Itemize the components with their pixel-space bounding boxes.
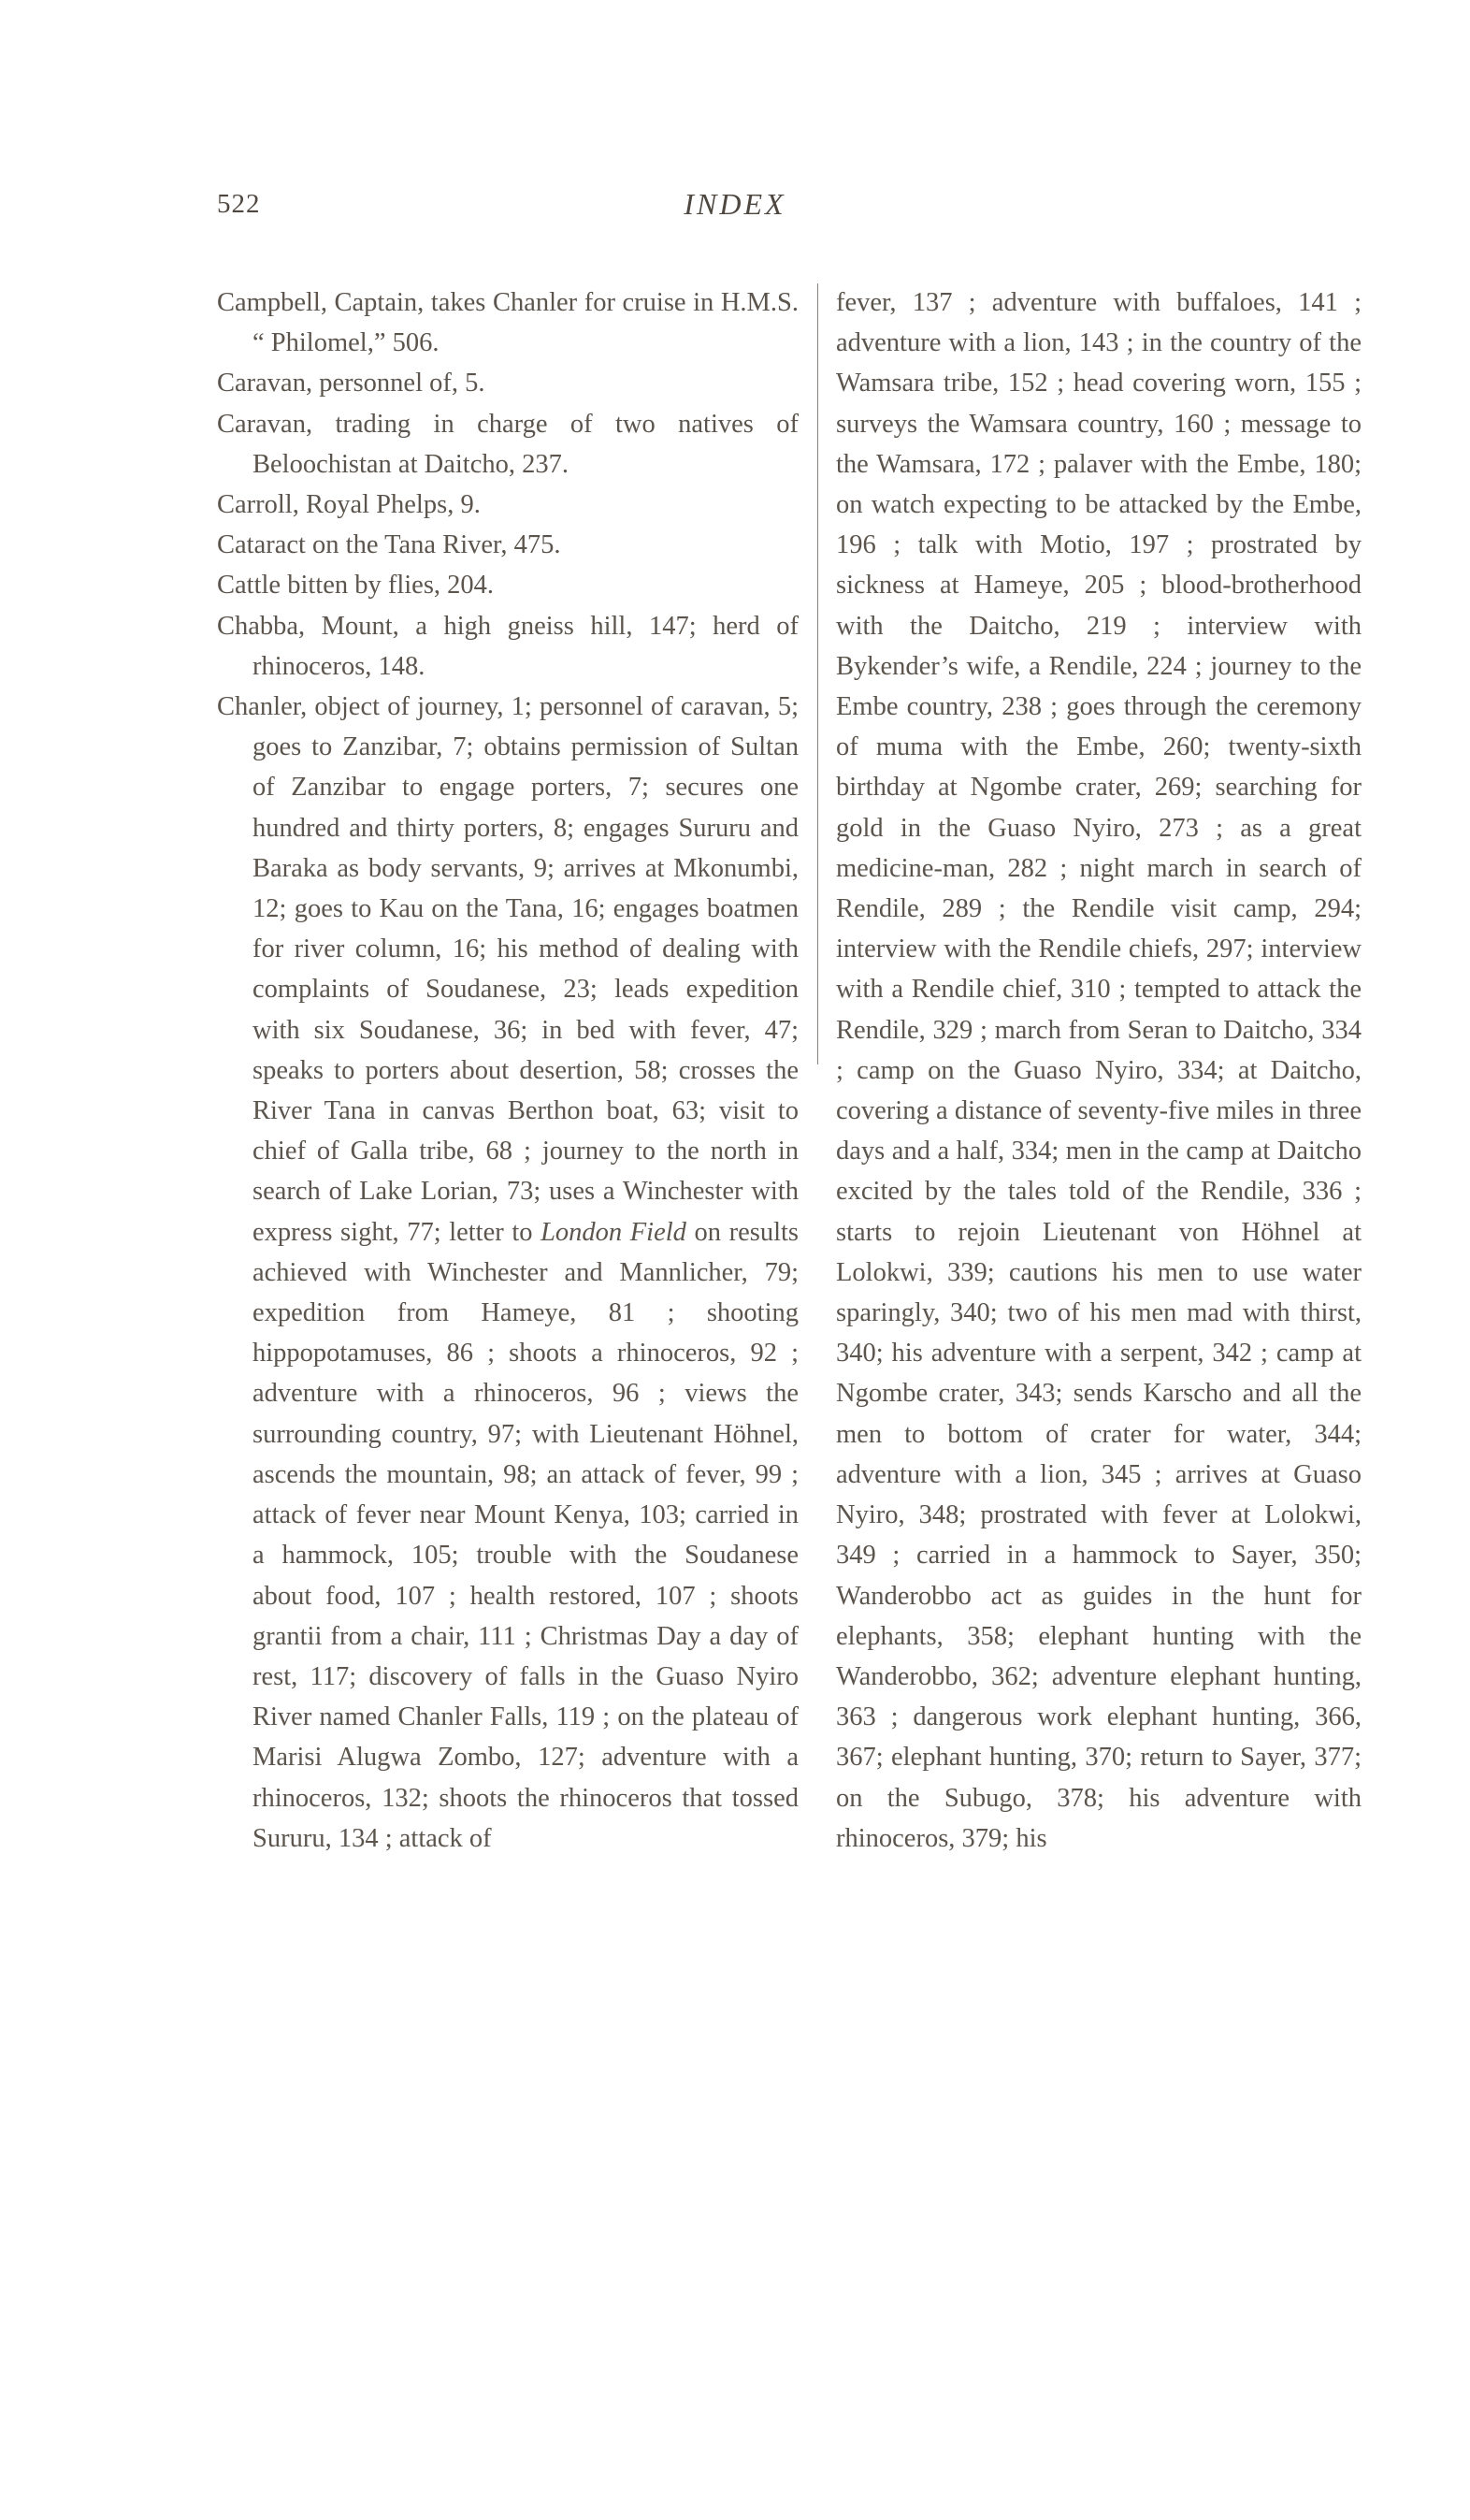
page-number: 522	[217, 189, 261, 219]
index-entry-caravan-trading: Caravan, trading in charge of two natives of Beloochistan at Daitcho, 237.	[217, 409, 799, 479]
chanler-entry-italic-title: London Field	[540, 1217, 686, 1247]
index-entry-chabba: Chabba, Mount, a high gneiss hill, 147; herd of rhinoceros, 148.	[217, 611, 799, 681]
index-column-left	[217, 282, 799, 1859]
index-entry-chanler-continued: fever, 137 ; adventure with buffaloes, 141 ; adventure with a lion, 143 ; in the country of the Wamsara tribe, 152 ; head covering worn, 155 ; surveys the Wamsara country, 160 ; message to the Wamsara, 172 ; palaver with the Embe, 180; on watch expecting to be attacked by the Embe, 196 ; talk with Motio, 197 ; prostrated by sickness at Hameye, 205 ; blood-brotherhood with the Daitcho, 219 ; interview with Bykender’s wife, a Rendile, 224 ; journey to the Embe country, 238 ; goes through the ceremony of muma with the Embe, 260; twenty-sixth birthday at Ngombe crater, 269; searching for gold in the Guaso Nyiro, 273 ; as a great medicine-man, 282 ; night march in search of Rendile, 289 ; the Rendile visit camp, 294; interview with the Rendile chiefs, 297; interview with a Rendile chief, 310 ; tempted to attack the Rendile, 329 ; march from Seran to Daitcho, 334 ; camp on the Guaso Nyiro, 334; at Daitcho, covering a distance of seventy-five miles in three days and a half, 334; men in the camp at Daitcho excited by the tales told of the Rendile, 336 ; starts to rejoin Lieutenant von Höhnel at Lolokwi, 339; cautions his men to use water sparingly, 340; two of his men mad with thirst, 340; his adventure with a serpent, 342 ; camp at Ngombe crater, 343; sends Karscho and all the men to bottom of crater for water, 344; adventure with a lion, 345 ; arrives at Guaso Nyiro, 348; prostrated with fever at Lolokwi, 349 ; carried in a hammock to Sayer, 350; Wanderobbo act as guides in the hunt for elephants, 358; elephant hunting with the Wanderobbo, 362; adventure elephant hunting, 363 ; dangerous work elephant hunting, 366, 367; elephant hunting, 370; return to Sayer, 377; on the Subugo, 378; his adventure with rhinoceros, 379; his	[836, 288, 1362, 1853]
index-entry-cataract: Cataract on the Tana River, 475.	[217, 530, 561, 560]
index-entry-caravan-personnel: Caravan, personnel of, 5.	[217, 369, 485, 398]
running-head-title: INDEX	[684, 187, 786, 221]
index-entry-carroll: Carroll, Royal Phelps, 9.	[217, 490, 481, 520]
chanler-entry-text-part2: on results achieved with Winchester and Mannlicher, 79; expedition from Hameye, 81 ; shooting hippopotamuses, 86 ; shoots a rhinoceros, 92 ; adventure with a rhinoceros, 96 ; views the surrounding country, 97; with Lieutenant Höhnel, ascends the mountain, 98; an attack of fever, 99 ; attack of fever near Mount Kenya, 103; carried in a hammock, 105; trouble with the Soudanese about food, 107 ; health restored, 107 ; shoots grantii from a chair, 111 ; Christmas Day a day of rest, 117; discovery of falls in the Guaso Nyiro River named Chanler Falls, 119 ; on the plateau of Marisi Alugwa Zombo, 127; adventure with a rhinoceros, 132; shoots the rhinoceros that tossed Sururu, 134 ; attack of	[252, 1217, 799, 1853]
index-entry-campbell: Campbell, Captain, takes Chanler for cruise in H.M.S. “ Philomel,” 506.	[217, 288, 799, 358]
chanler-entry-text-part1: Chanler, object of journey, 1; personnel of caravan, 5; goes to Zanzibar, 7; obtains permission of Sultan of Zanzibar to engage porters, 7; secures one hundred and thirty porters, 8; engages Sururu and Baraka as body servants, 9; arrives at Mkonumbi, 12; goes to Kau on the Tana, 16; engages boatmen for river column, 16; his method of dealing with complaints of Soudanese, 23; leads expedition with six Soudanese, 36; in bed with fever, 47; speaks to porters about desertion, 58; crosses the River Tana in canvas Berthon boat, 63; visit to chief of Galla tribe, 68 ; journey to the north in search of Lake Lorian, 73; uses a Winchester with express sight, 77; letter to	[217, 692, 799, 1247]
index-entry-cattle: Cattle bitten by flies, 204.	[217, 571, 495, 601]
column-divider	[817, 283, 818, 1064]
index-column-right	[836, 282, 1362, 1859]
index-entry-chanler	[217, 687, 799, 1859]
